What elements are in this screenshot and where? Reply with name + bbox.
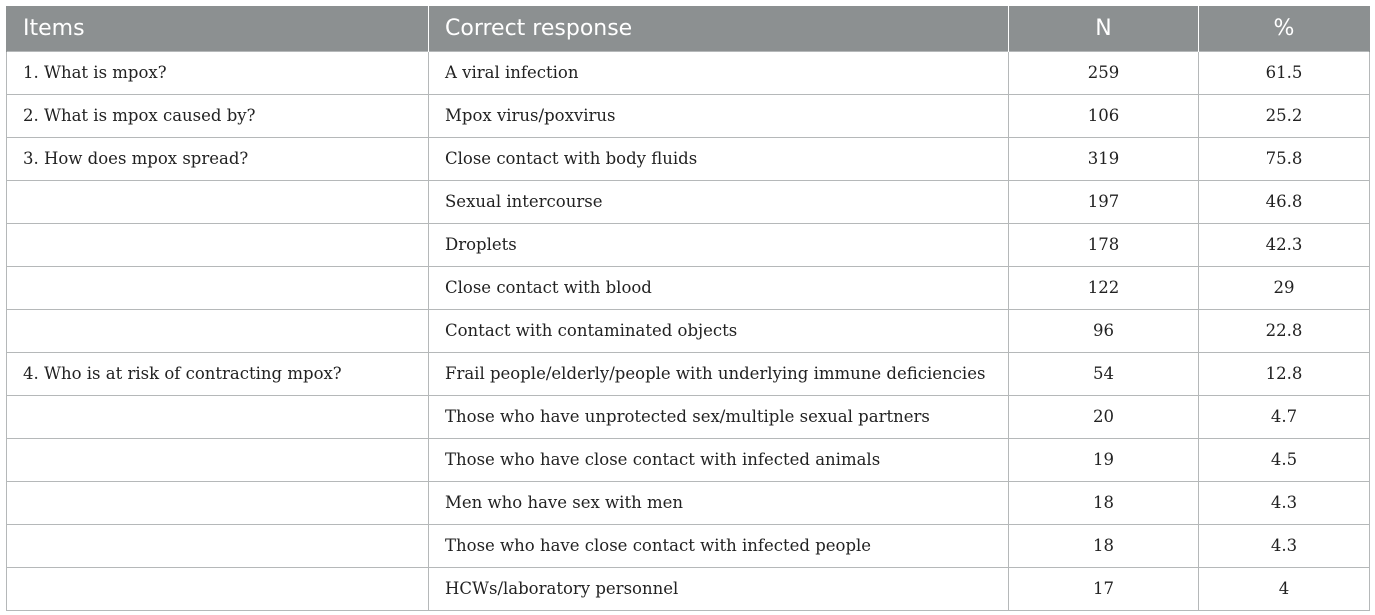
cell-correct-response: Contact with contaminated objects [429, 309, 1009, 352]
header-row [7, 6, 1370, 51]
cell-item [7, 567, 429, 610]
table-row [7, 352, 1370, 395]
cell-item [7, 481, 429, 524]
cell-n: 96 [1009, 309, 1199, 352]
cell-item: 3. How does mpox spread? [7, 137, 429, 180]
cell-n: 319 [1009, 137, 1199, 180]
table-row [7, 94, 1370, 137]
table-header [7, 6, 1370, 51]
cell-percent: 42.3 [1199, 223, 1370, 266]
cell-correct-response: Mpox virus/poxvirus [429, 94, 1009, 137]
cell-n: 19 [1009, 438, 1199, 481]
cell-n: 54 [1009, 352, 1199, 395]
cell-item: 1. What is mpox? [7, 51, 429, 94]
cell-n: 106 [1009, 94, 1199, 137]
header-correct-response: Correct response [429, 6, 1009, 51]
table-row [7, 51, 1370, 94]
table-row [7, 137, 1370, 180]
cell-percent: 4.3 [1199, 524, 1370, 567]
cell-percent: 4.5 [1199, 438, 1370, 481]
table-row [7, 180, 1370, 223]
cell-percent: 4 [1199, 567, 1370, 610]
cell-correct-response: Those who have close contact with infected people [429, 524, 1009, 567]
table-row [7, 438, 1370, 481]
cell-item [7, 223, 429, 266]
cell-percent: 4.3 [1199, 481, 1370, 524]
cell-n: 178 [1009, 223, 1199, 266]
header-n: N [1009, 6, 1199, 51]
cell-correct-response: Close contact with blood [429, 266, 1009, 309]
cell-correct-response: Frail people/elderly/people with underlying immune deficiencies [429, 352, 1009, 395]
table-row [7, 524, 1370, 567]
cell-item [7, 395, 429, 438]
header-percent: % [1199, 6, 1370, 51]
cell-percent: 22.8 [1199, 309, 1370, 352]
cell-n: 17 [1009, 567, 1199, 610]
cell-correct-response: Close contact with body fluids [429, 137, 1009, 180]
cell-item: 2. What is mpox caused by? [7, 94, 429, 137]
cell-item [7, 309, 429, 352]
cell-item [7, 266, 429, 309]
cell-percent: 4.7 [1199, 395, 1370, 438]
cell-correct-response: HCWs/laboratory personnel [429, 567, 1009, 610]
cell-percent: 61.5 [1199, 51, 1370, 94]
cell-n: 18 [1009, 524, 1199, 567]
cell-item [7, 438, 429, 481]
cell-percent: 25.2 [1199, 94, 1370, 137]
cell-percent: 46.8 [1199, 180, 1370, 223]
table-row [7, 309, 1370, 352]
knowledge-table [6, 6, 1370, 611]
table-row [7, 567, 1370, 610]
cell-n: 18 [1009, 481, 1199, 524]
table-body [7, 51, 1370, 610]
cell-correct-response: Those who have close contact with infected animals [429, 438, 1009, 481]
cell-percent: 12.8 [1199, 352, 1370, 395]
cell-n: 122 [1009, 266, 1199, 309]
cell-percent: 29 [1199, 266, 1370, 309]
table-row [7, 223, 1370, 266]
cell-item: 4. Who is at risk of contracting mpox? [7, 352, 429, 395]
cell-correct-response: A viral infection [429, 51, 1009, 94]
cell-correct-response: Those who have unprotected sex/multiple sexual partners [429, 395, 1009, 438]
header-items: Items [7, 6, 429, 51]
cell-correct-response: Sexual intercourse [429, 180, 1009, 223]
cell-item [7, 180, 429, 223]
cell-n: 259 [1009, 51, 1199, 94]
knowledge-table-container [6, 6, 1369, 611]
cell-n: 20 [1009, 395, 1199, 438]
cell-percent: 75.8 [1199, 137, 1370, 180]
table-row [7, 266, 1370, 309]
table-row [7, 481, 1370, 524]
cell-n: 197 [1009, 180, 1199, 223]
table-row [7, 395, 1370, 438]
cell-correct-response: Droplets [429, 223, 1009, 266]
cell-item [7, 524, 429, 567]
cell-correct-response: Men who have sex with men [429, 481, 1009, 524]
